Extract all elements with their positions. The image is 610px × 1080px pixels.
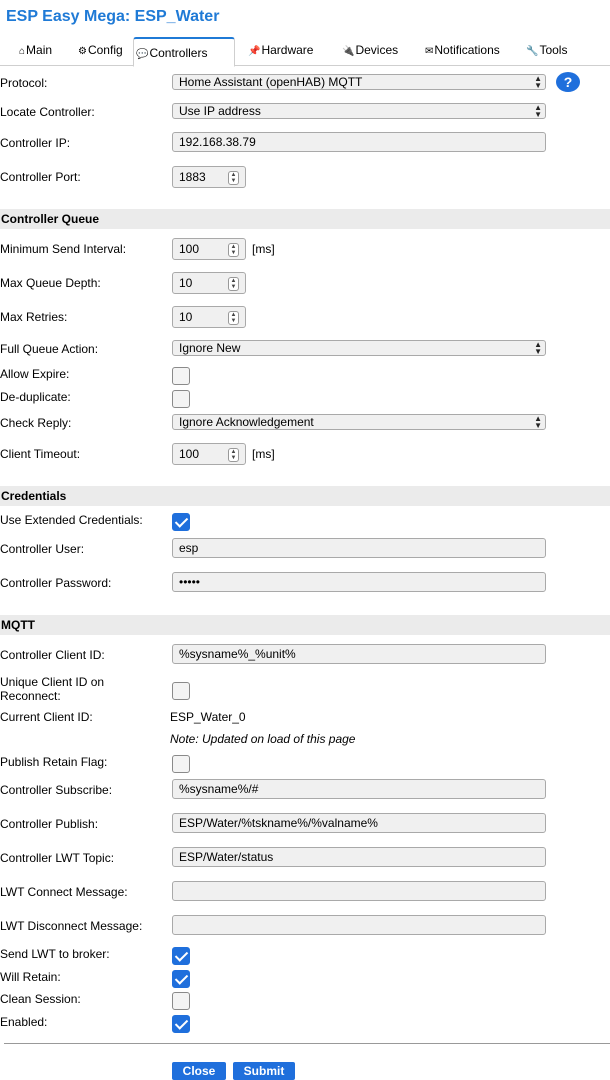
gear-icon: ⚙ [78,46,87,57]
controller-user-input[interactable]: esp [172,538,546,558]
tab-main[interactable]: ⌂Main [19,43,53,57]
clean-session-checkbox[interactable] [172,992,190,1010]
help-icon[interactable]: ? [556,72,580,92]
tab-config[interactable]: ⚙Config [78,43,123,57]
stepper-icon[interactable]: ▲ ▼ [228,448,239,462]
stepper-icon[interactable]: ▲ ▼ [228,277,239,291]
de-duplicate-checkbox[interactable] [172,390,190,408]
controller-ip-label: Controller IP: [0,136,71,150]
unique-client-id-label: Unique Client ID on Reconnect: [0,675,105,703]
client-timeout-input[interactable]: 100 ▲ ▼ [172,443,246,465]
select-arrows-icon: ▲ ▼ [534,340,542,356]
lwt-topic-input[interactable]: ESP/Water/status [172,847,546,867]
controller-user-label: Controller User: [0,542,85,556]
client-id-label: Controller Client ID: [0,648,105,662]
speech-bubble-icon: 💬 [136,49,149,60]
protocol-label: Protocol: [0,76,48,90]
full-queue-action-label: Full Queue Action: [0,342,99,356]
locate-controller-label: Locate Controller: [0,105,95,119]
check-reply-label: Check Reply: [0,416,72,430]
select-arrows-icon: ▲ ▼ [534,74,542,90]
full-queue-action-select[interactable]: Ignore New ▲ ▼ [172,340,546,356]
enabled-label: Enabled: [0,1015,48,1029]
lwt-disconnect-label: LWT Disconnect Message: [0,919,143,933]
tab-hardware[interactable]: 📌Hardware [248,43,314,57]
current-client-id-label: Current Client ID: [0,710,93,724]
home-icon: ⌂ [19,46,26,57]
locate-controller-select[interactable]: Use IP address ▲ ▼ [172,103,546,119]
controller-publish-input[interactable]: ESP/Water/%tskname%/%valname% [172,813,546,833]
publish-retain-checkbox[interactable] [172,755,190,773]
max-retries-input[interactable]: 10 ▲ ▼ [172,306,246,328]
current-client-id-note: Note: Updated on load of this page [170,732,356,746]
lwt-connect-input[interactable] [172,881,546,901]
tab-notifications[interactable]: ✉Notifications [425,43,500,57]
check-reply-select[interactable]: Ignore Acknowledgement ▲ ▼ [172,414,546,430]
send-lwt-checkbox[interactable] [172,947,190,965]
protocol-select[interactable]: Home Assistant (openHAB) MQTT ▲ ▼ [172,74,546,90]
section-mqtt: MQTT [0,615,610,635]
section-controller-queue: Controller Queue [0,209,610,229]
stepper-icon[interactable]: ▲ ▼ [228,243,239,257]
divider [4,1043,610,1044]
pushpin-icon: 📌 [248,46,261,57]
extended-credentials-checkbox[interactable] [172,513,190,531]
min-send-interval-unit: [ms] [252,242,275,256]
stepper-icon[interactable]: ▲ ▼ [228,171,239,185]
max-queue-depth-label: Max Queue Depth: [0,276,101,290]
publish-retain-label: Publish Retain Flag: [0,755,108,769]
controller-port-input[interactable]: 1883 ▲ ▼ [172,166,246,188]
min-send-interval-input[interactable]: 100 ▲ ▼ [172,238,246,260]
section-credentials: Credentials [0,486,610,506]
client-timeout-unit: [ms] [252,447,275,461]
controller-password-input[interactable]: ••••• [172,572,546,592]
lwt-disconnect-input[interactable] [172,915,546,935]
controller-password-label: Controller Password: [0,576,112,590]
current-client-id-value: ESP_Water_0 [170,710,246,724]
controller-ip-input[interactable]: 192.168.38.79 [172,132,546,152]
will-retain-checkbox[interactable] [172,970,190,988]
enabled-checkbox[interactable] [172,1015,190,1033]
extended-credentials-label: Use Extended Credentials: [0,513,143,527]
close-button[interactable]: Close [172,1062,226,1080]
wrench-icon: 🔧 [526,46,539,57]
tab-controllers[interactable]: 💬Controllers [133,37,235,67]
controller-subscribe-input[interactable]: %sysname%/# [172,779,546,799]
envelope-icon: ✉ [425,46,434,57]
clean-session-label: Clean Session: [0,992,81,1006]
select-arrows-icon: ▲ ▼ [534,414,542,430]
client-id-input[interactable]: %sysname%_%unit% [172,644,546,664]
controller-publish-label: Controller Publish: [0,817,99,831]
lwt-connect-label: LWT Connect Message: [0,885,128,899]
controller-port-label: Controller Port: [0,170,81,184]
stepper-icon[interactable]: ▲ ▼ [228,311,239,325]
lwt-topic-label: Controller LWT Topic: [0,851,115,865]
select-arrows-icon: ▲ ▼ [534,103,542,119]
tab-tools[interactable]: 🔧Tools [526,43,568,57]
max-queue-depth-input[interactable]: 10 ▲ ▼ [172,272,246,294]
will-retain-label: Will Retain: [0,970,61,984]
allow-expire-checkbox[interactable] [172,367,190,385]
min-send-interval-label: Minimum Send Interval: [0,242,127,256]
de-duplicate-label: De-duplicate: [0,390,71,404]
submit-button[interactable]: Submit [233,1062,295,1080]
tab-bar [0,38,610,66]
client-timeout-label: Client Timeout: [0,447,81,461]
controller-subscribe-label: Controller Subscribe: [0,783,113,797]
page-title: ESP Easy Mega: ESP_Water [6,8,220,25]
send-lwt-label: Send LWT to broker: [0,947,110,961]
allow-expire-label: Allow Expire: [0,367,70,381]
tab-devices[interactable]: 🔌Devices [342,43,399,57]
max-retries-label: Max Retries: [0,310,68,324]
unique-client-id-checkbox[interactable] [172,682,190,700]
plug-icon: 🔌 [342,46,355,57]
